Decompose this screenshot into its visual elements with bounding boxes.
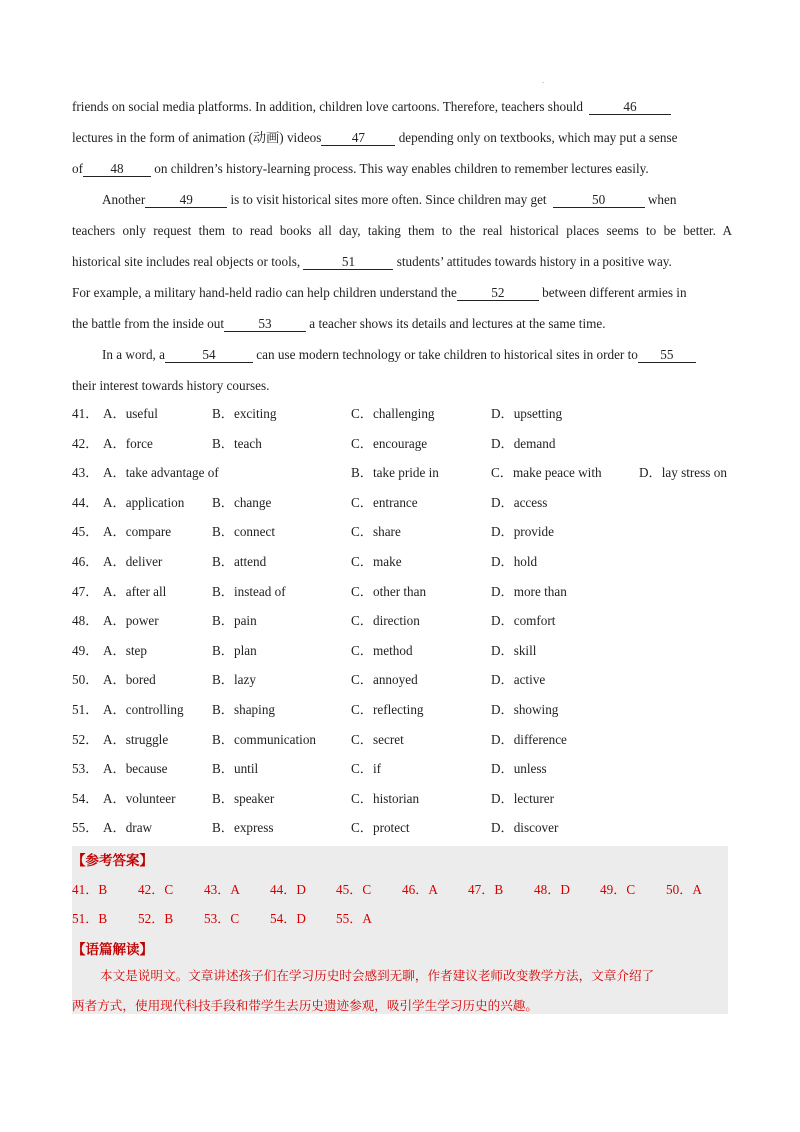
answer-42: 42．C xyxy=(138,882,174,897)
passage-line-8: the battle from the inside out 53 a teacher shows its details and lectures at the same time. xyxy=(72,316,606,331)
option-row-51: 51． A．controlling B．shaping C．reflecting D．showing xyxy=(72,701,559,717)
answer-45: 45．C xyxy=(336,882,372,897)
option-row-50: 50． A．bored B．lazy C．annoyed D．active xyxy=(72,672,546,688)
passage-line-2: lectures in the form of animation (动画) videos 47 depending only on textbooks, which may put a sense xyxy=(72,130,678,145)
option-row-46: 46． A．deliver B．attend C．make D．hold xyxy=(72,553,538,569)
passage-line-4: Another 49 is to visit historical sites more often. Since children may get 50 when xyxy=(102,192,677,207)
decorative-dot: . xyxy=(542,76,544,85)
passage-line-1: friends on social media platforms. In addition, children love cartoons. Therefore, teachers should 46 xyxy=(72,91,732,122)
answer-52: 52．B xyxy=(138,911,174,926)
answer-row-1 xyxy=(72,879,732,898)
option-row-44: 44． A．application B．change C．entrance D．access xyxy=(72,494,548,510)
answer-55: 55．A xyxy=(336,911,372,926)
answer-44: 44．D xyxy=(270,882,306,897)
blank-46: 46 xyxy=(589,99,671,115)
blank-52: 52 xyxy=(457,285,539,301)
analysis-text xyxy=(72,961,728,1021)
option-row-49: 49． A．step B．plan C．method D．skill xyxy=(72,642,537,658)
answer-41: 41．B xyxy=(72,882,108,897)
answer-heading: 【参考答案】 xyxy=(72,853,153,869)
passage-line-5: teachers only request them to read books all day, taking them to the real historical places seems to be better. A xyxy=(72,223,732,238)
option-row-53: 53． A．because B．until C．if D．unless xyxy=(72,761,547,777)
option-row-42: 42． A．force B．teach C．encourage D．demand xyxy=(72,435,556,451)
answer-50: 50．A xyxy=(666,882,702,897)
blank-53: 53 xyxy=(224,316,306,332)
answer-row-2 xyxy=(72,908,402,927)
option-row-47: 47． A．after all B．instead of C．other than D．more than xyxy=(72,583,567,599)
answer-54: 54．D xyxy=(270,911,306,926)
passage-line-7: For example, a military hand-held radio can help children understand the 52 between different armies in xyxy=(72,285,687,300)
blank-49: 49 xyxy=(145,192,227,208)
passage-line-3: of 48 on children’s history-learning process. This way enables children to remember lectures easily. xyxy=(72,161,649,176)
blank-48: 48 xyxy=(83,161,151,177)
answer-51: 51．B xyxy=(72,911,108,926)
option-row-43: 43． A．take advantage of B．take pride in C．make peace with D．lay stress on xyxy=(72,465,727,481)
answer-46: 46．A xyxy=(402,882,438,897)
blank-51: 51 xyxy=(303,254,393,270)
option-row-45: 45． A．compare B．connect C．share D．provide xyxy=(72,524,554,540)
answer-43: 43．A xyxy=(204,882,240,897)
answer-49: 49．C xyxy=(600,882,636,897)
passage-line-10: their interest towards history courses. xyxy=(72,378,270,393)
answer-53: 53．C xyxy=(204,911,240,926)
blank-55: 55 xyxy=(638,347,696,363)
passage-line-9: In a word, a 54 can use modern technology or take children to historical sites in order to 55 xyxy=(72,339,732,370)
answer-47: 47．B xyxy=(468,882,504,897)
option-row-55: 55． A．draw B．express C．protect D．discover xyxy=(72,820,559,836)
passage-line-6: historical site includes real objects or tools, 51 students’ attitudes towards history in a positive way. xyxy=(72,254,672,269)
options-list xyxy=(72,404,732,848)
option-row-41: 41． A．useful B．exciting C．challenging D．upsetting xyxy=(72,406,563,421)
analysis-line-2: 两者方式，使用现代科技手段和带学生去历史遗迹参观，吸引学生学习历史的兴趣。 xyxy=(72,998,538,1013)
option-row-52: 52． A．struggle B．communication C．secret D．difference xyxy=(72,731,567,747)
option-row-48: 48． A．power B．pain C．direction D．comfort xyxy=(72,613,556,629)
analysis-line-1: 本文是说明文。文章讲述孩子们在学习历史时会感到无聊，作者建议老师改变教学方法，文章介绍了 xyxy=(100,968,655,983)
blank-50: 50 xyxy=(553,192,645,208)
answer-48: 48．D xyxy=(534,882,570,897)
blank-47: 47 xyxy=(321,130,395,146)
blank-54: 54 xyxy=(165,347,253,363)
analysis-heading: 【语篇解读】 xyxy=(72,942,153,958)
passage xyxy=(72,91,732,401)
option-row-54: 54． A．volunteer B．speaker C．historian D．lecturer xyxy=(72,790,554,806)
